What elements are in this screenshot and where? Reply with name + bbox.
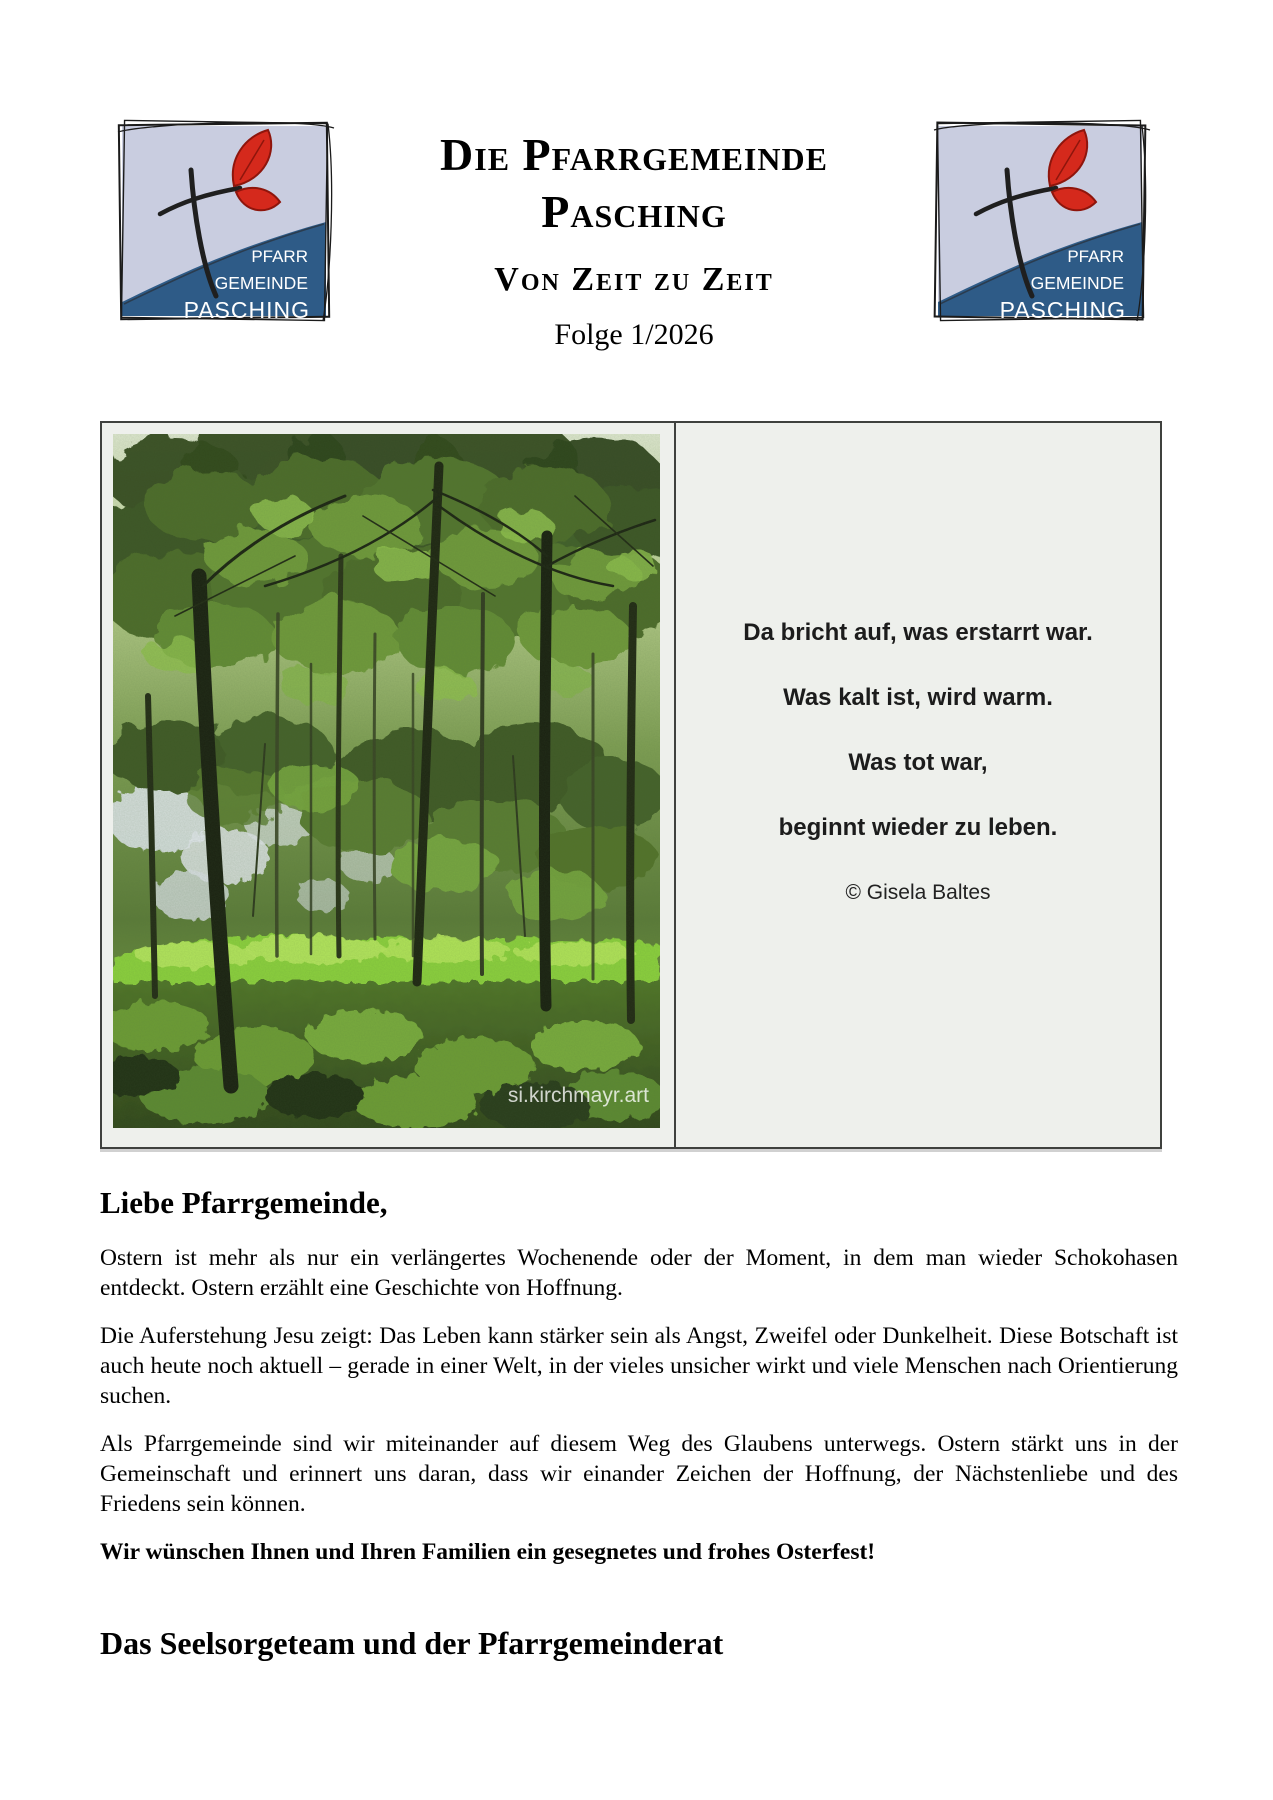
salutation-heading: Liebe Pfarrgemeinde,	[100, 1185, 388, 1220]
quote-credit: © Gisela Baltes	[845, 881, 991, 904]
forest-photo	[113, 434, 660, 1128]
photo-cell	[102, 423, 676, 1147]
photo-watermark: si.kirchmayr.art	[507, 1084, 649, 1107]
logo-text-line2: GEMEINDE	[1030, 273, 1124, 293]
logo-text-line1: PFARR	[1067, 247, 1124, 266]
paragraph: Als Pfarrgemeinde sind wir miteinander auf diesem Weg des Glaubens unterwegs. Ostern stärkt uns in der Gemeinschaft und erinnert uns daran, dass wir einander Zeichen der Hoffnung, der Nächstenliebe und des Friedens sein können.	[100, 1431, 1178, 1517]
easter-wish: Wir wünschen Ihnen und Ihren Familien ein gesegnetes und frohes Osterfest!	[100, 1539, 876, 1565]
logo-text-line2: GEMEINDE	[214, 273, 308, 293]
parish-logo-left	[110, 112, 342, 330]
quote-line: Da bricht auf, was erstarrt war.	[743, 619, 1093, 646]
paragraph: Ostern ist mehr als nur ein verlängertes Wochenende oder der Moment, in dem man wieder Schokohasen entdeckt. Ostern erzählt eine Geschichte von Hoffnung.	[100, 1245, 1178, 1301]
issue-number: Folge 1/2026	[554, 318, 714, 351]
quote-line: Was kalt ist, wird warm.	[783, 684, 1053, 711]
parish-logo-right	[926, 112, 1158, 330]
header	[110, 112, 1158, 353]
newsletter-subtitle: Von Zeit zu Zeit	[494, 261, 774, 298]
quote-line: Was tot war,	[848, 749, 988, 776]
letter-body	[100, 1183, 1178, 1664]
masthead	[342, 112, 926, 353]
quote-line: beginnt wieder zu leben.	[778, 814, 1058, 841]
feature-panel	[100, 421, 1162, 1149]
paragraph: Die Auferstehung Jesu zeigt: Das Leben kann stärker sein als Angst, Zweifel oder Dunkelheit. Diese Botschaft ist auch heute noch aktuell – gerade in einer Welt, in der vieles unsicher wirkt und viele Menschen nach Orientierung suchen.	[100, 1323, 1178, 1409]
logo-text-line1: PFARR	[251, 247, 308, 266]
logo-text-line3: PASCHING	[183, 297, 310, 323]
newsletter-title-line1: Die Pfarrgemeinde	[440, 129, 828, 180]
newsletter-title-line2: Pasching	[541, 186, 727, 237]
logo-text-line3: PASCHING	[999, 297, 1126, 323]
quote-cell	[676, 423, 1160, 1147]
signature-heading: Das Seelsorgeteam und der Pfarrgemeinderat	[100, 1625, 724, 1661]
